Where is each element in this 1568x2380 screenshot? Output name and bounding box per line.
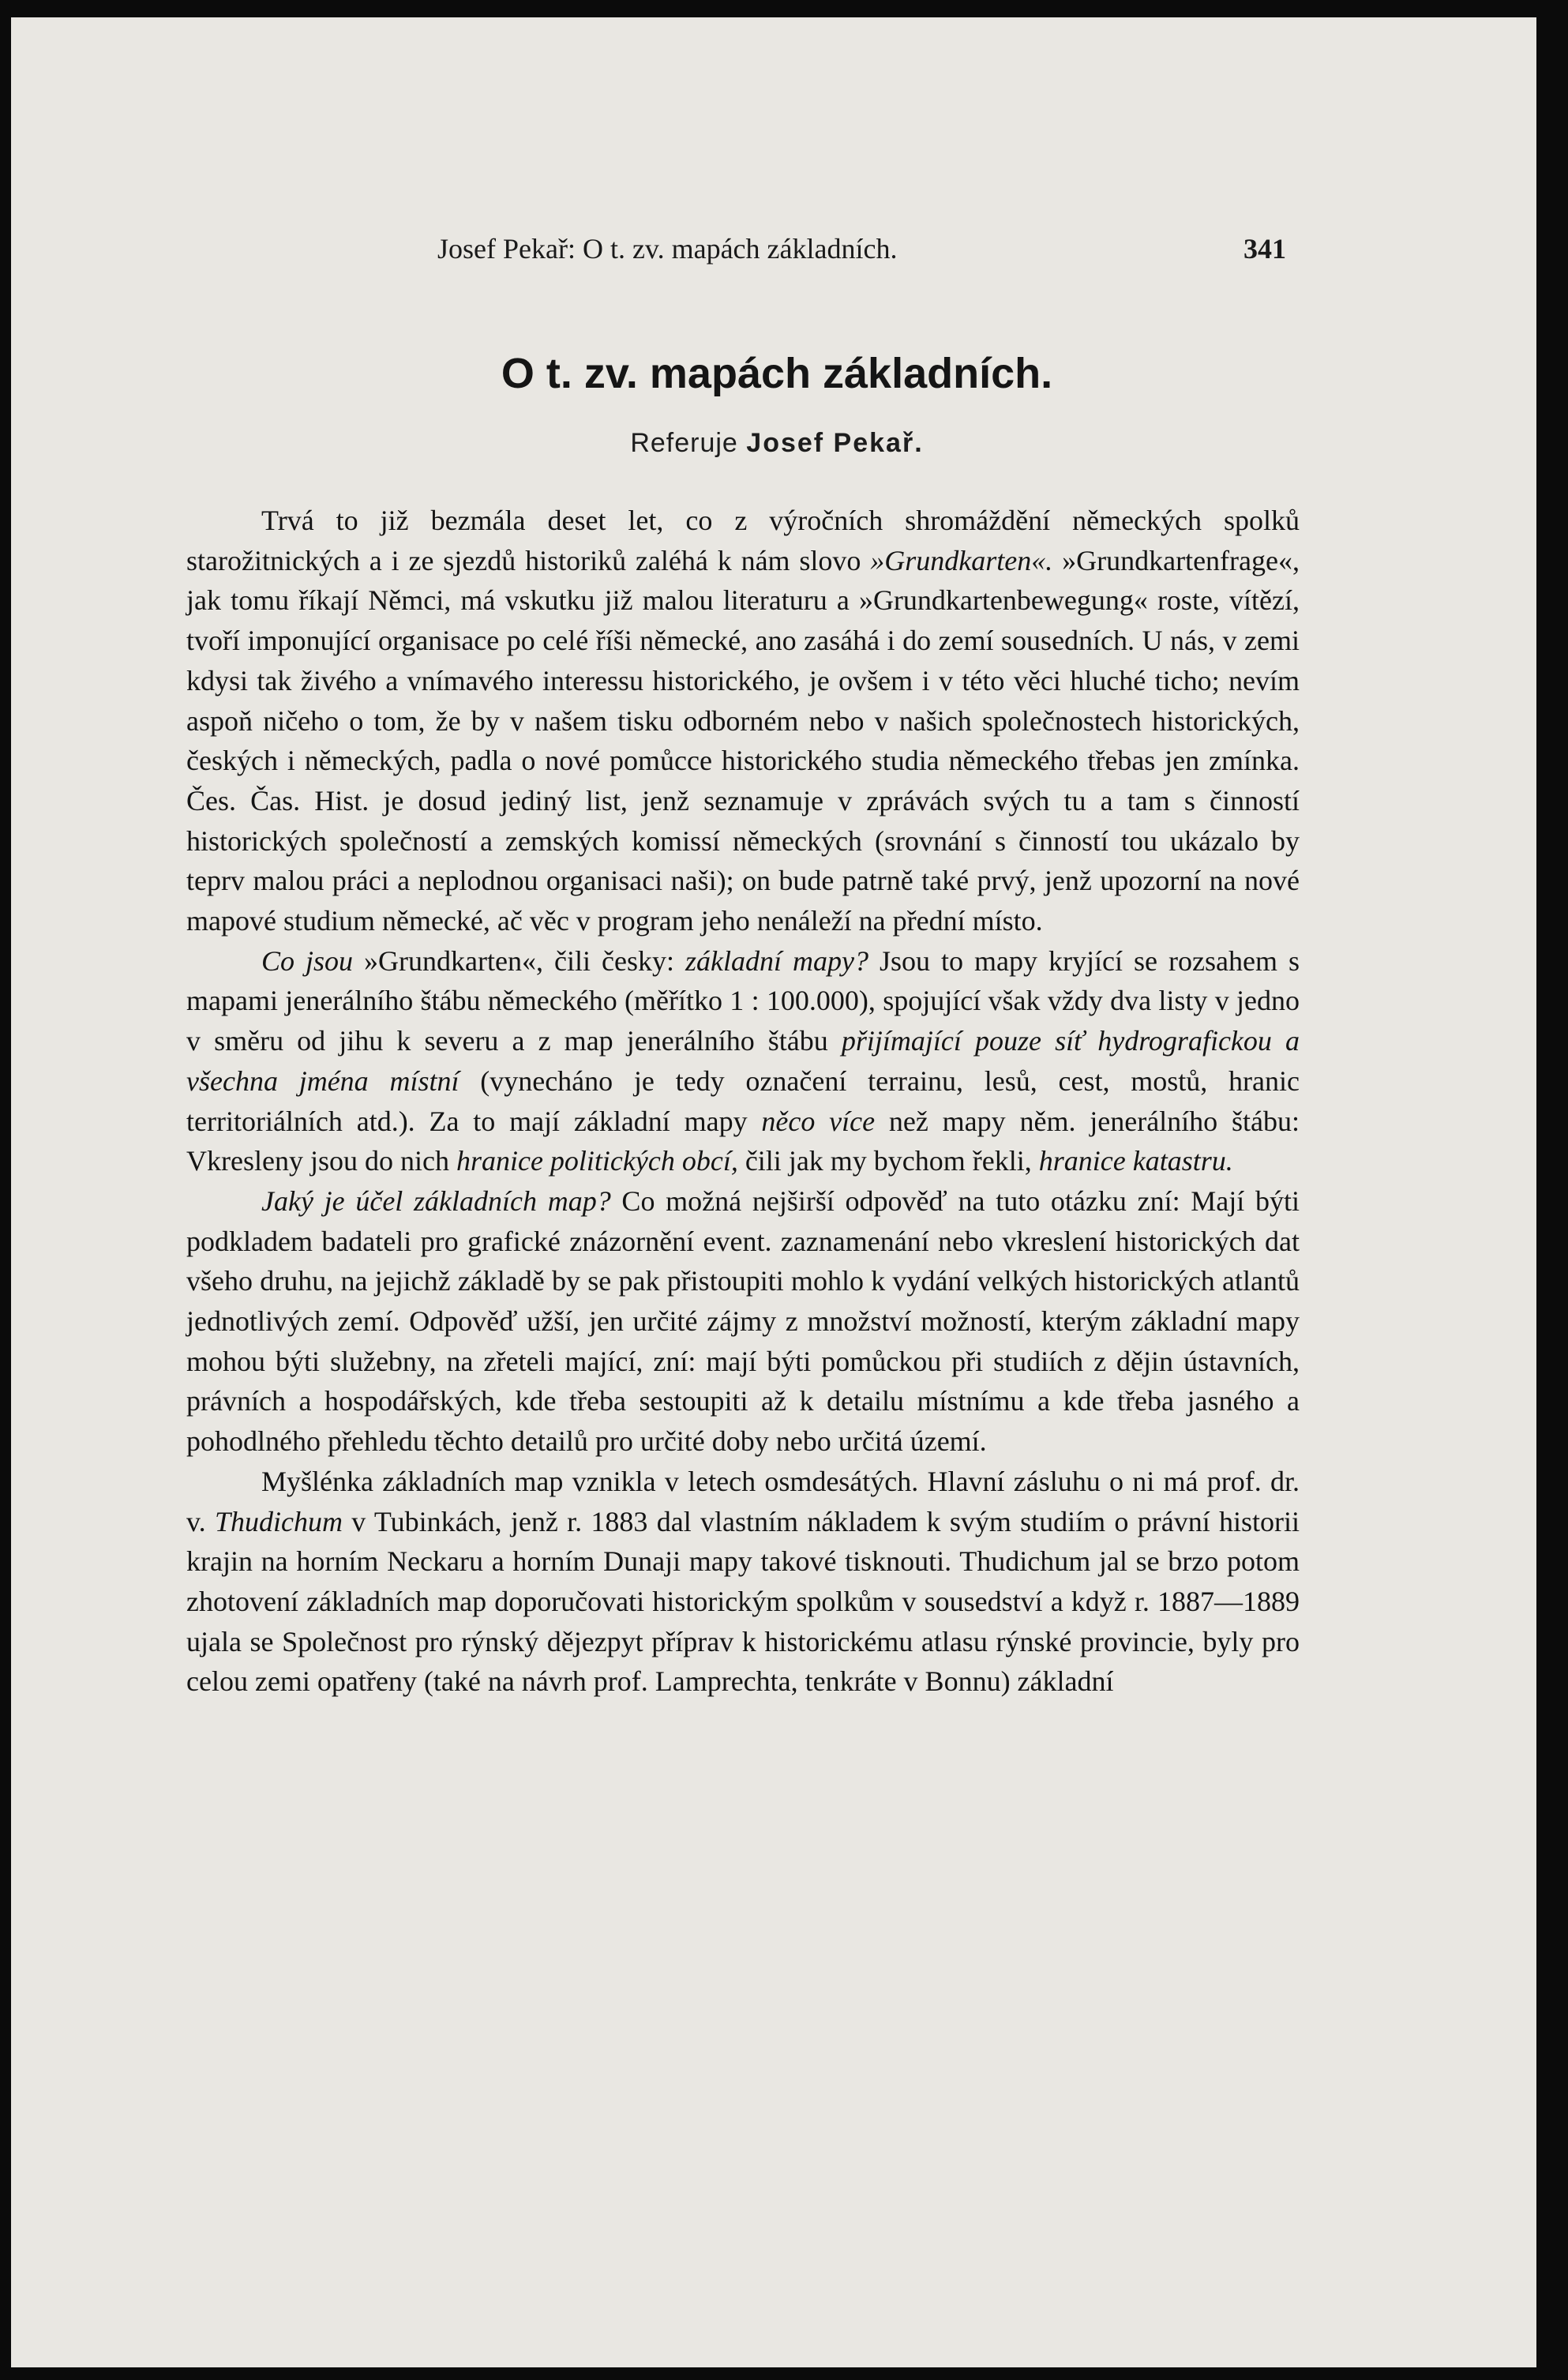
text-run: než mapy něm. jenerálního štábu: Vkresleny jsou do nich — [186, 1105, 1300, 1177]
italic-run: hranice katastru. — [1038, 1145, 1233, 1177]
text-run: Trvá to již bezmála deset let, co z výročních shromáždění německých spolků starožitnických a i ze sjezdů historiků zaléhá k nám slovo — [186, 505, 1300, 576]
paragraph — [186, 1462, 1300, 1702]
italic-run: Thudichum — [214, 1505, 343, 1537]
italic-run: Co jsou — [261, 944, 354, 977]
text-run: »Grundkarten«, čili česky: — [353, 944, 685, 977]
italic-run: Jaký je účel základních map? — [261, 1184, 611, 1217]
byline — [185, 428, 1369, 459]
text-run: čili jak my bychom řekli, — [737, 1145, 1039, 1177]
article-title: O t. zv. mapách základních. — [501, 350, 1053, 397]
paragraph — [186, 1181, 1300, 1462]
scanned-page — [11, 17, 1536, 2367]
paragraph — [186, 501, 1300, 941]
running-title: Josef Pekař: O t. zv. mapách základních. — [437, 233, 898, 265]
byline-prefix: Referuje — [630, 428, 738, 458]
byline-author: Josef Pekař. — [746, 428, 924, 458]
italic-run: hranice politických obcí, — [456, 1145, 738, 1177]
text-run: v Tubinkách, jenž r. 1883 dal vlastním nákladem k svým studiím o právní historii krajin na horním Neckaru a horním Dunaji mapy takové tisknouti. Thudichum jal se brzo potom zhotovení základních map doporučovati historickým spolkům v sousedství a když r. 1887—1889 ujala se Společnost pro rýnský dějezpyt příprav k historickému atlasu rýnské provincie, byly pro celou zemi opatřeny (také na návrh prof. Lamprechta, tenkráte v Bonnu) základní — [186, 1505, 1300, 1698]
paragraph — [186, 941, 1300, 1181]
text-run: Co možná nejširší odpověď na tuto otázku zní: Mají býti podkladem badateli pro grafické znázornění event. zaznamenání nebo vkreslení historických dat všeho druhu, na jejichž základě by se pak přistoupiti mohlo k vydání velkých historických atlantů jednotlivých zemí. Odpověď užší, jen určité zájmy z množství možností, kterým základní mapy mohou býti služebny, na zřeteli mající, zní: mají býti pomůckou při studiích z dějin ústavních, právních a hospodářských, kde třeba sestoupiti až k detailu místnímu a kde třeba jasného a pohodlného přehledu těchto detailů pro určité doby nebo určitá území. — [186, 1184, 1300, 1458]
text-run: Myšlénka základních map vznikla v letech osmdesátých. Hlavní zásluhu o ni má prof. dr. v. — [186, 1465, 1300, 1537]
article-body — [186, 501, 1300, 1702]
text-run: »Grundkartenfrage«, jak tomu říkají Němci, má vskutku již malou literaturu a »Grundkartenbewegung« roste, vítězí, tvoří imponující organisace po celé říši německé, ano zasáhá i do zemí sousedních. U nás, v zemi kdysi tak živého a vnímavého interessu historického, je ovšem i v této věci hluché ticho; nevím aspoň ničeho o tom, že by v našem tisku odborném nebo v našich společnostech historických, českých i německých, padla o nové pomůcce historického studia německého třebas jen zmínka. Čes. Čas. Hist. je dosud jediný list, jenž seznamuje v zprávách svých tu a tam s činností historických společností a zemských komissí německých (srovnání s činností tou ukázalo by teprv malou práci a neplodnou organisaci naši); on bude patrně také prvý, jenž upozorní na nové mapové studium německé, ač věc v program jeho nenáleží na přední místo. — [186, 544, 1300, 937]
italic-run: přijímající pouze síť hydrografickou a všechna jména místní — [186, 1025, 1300, 1097]
page-number: 341 — [1244, 233, 1286, 265]
text-run: Jsou to mapy kryjící se rozsahem s mapami jenerálního štábu německého (měřítko 1 : 100.000), spojující však vždy dva listy v jedno v směru od jihu k severu a z map jenerálního štábu — [186, 944, 1300, 1057]
text-run: (vynecháno je tedy označení terrainu, lesů, cest, mostů, hranic territoriálních atd.). Za to mají základní mapy — [186, 1064, 1300, 1137]
italic-run: něco více — [761, 1105, 876, 1137]
italic-run: »Grundkarten«. — [870, 544, 1053, 576]
italic-run: základní mapy? — [685, 944, 868, 977]
